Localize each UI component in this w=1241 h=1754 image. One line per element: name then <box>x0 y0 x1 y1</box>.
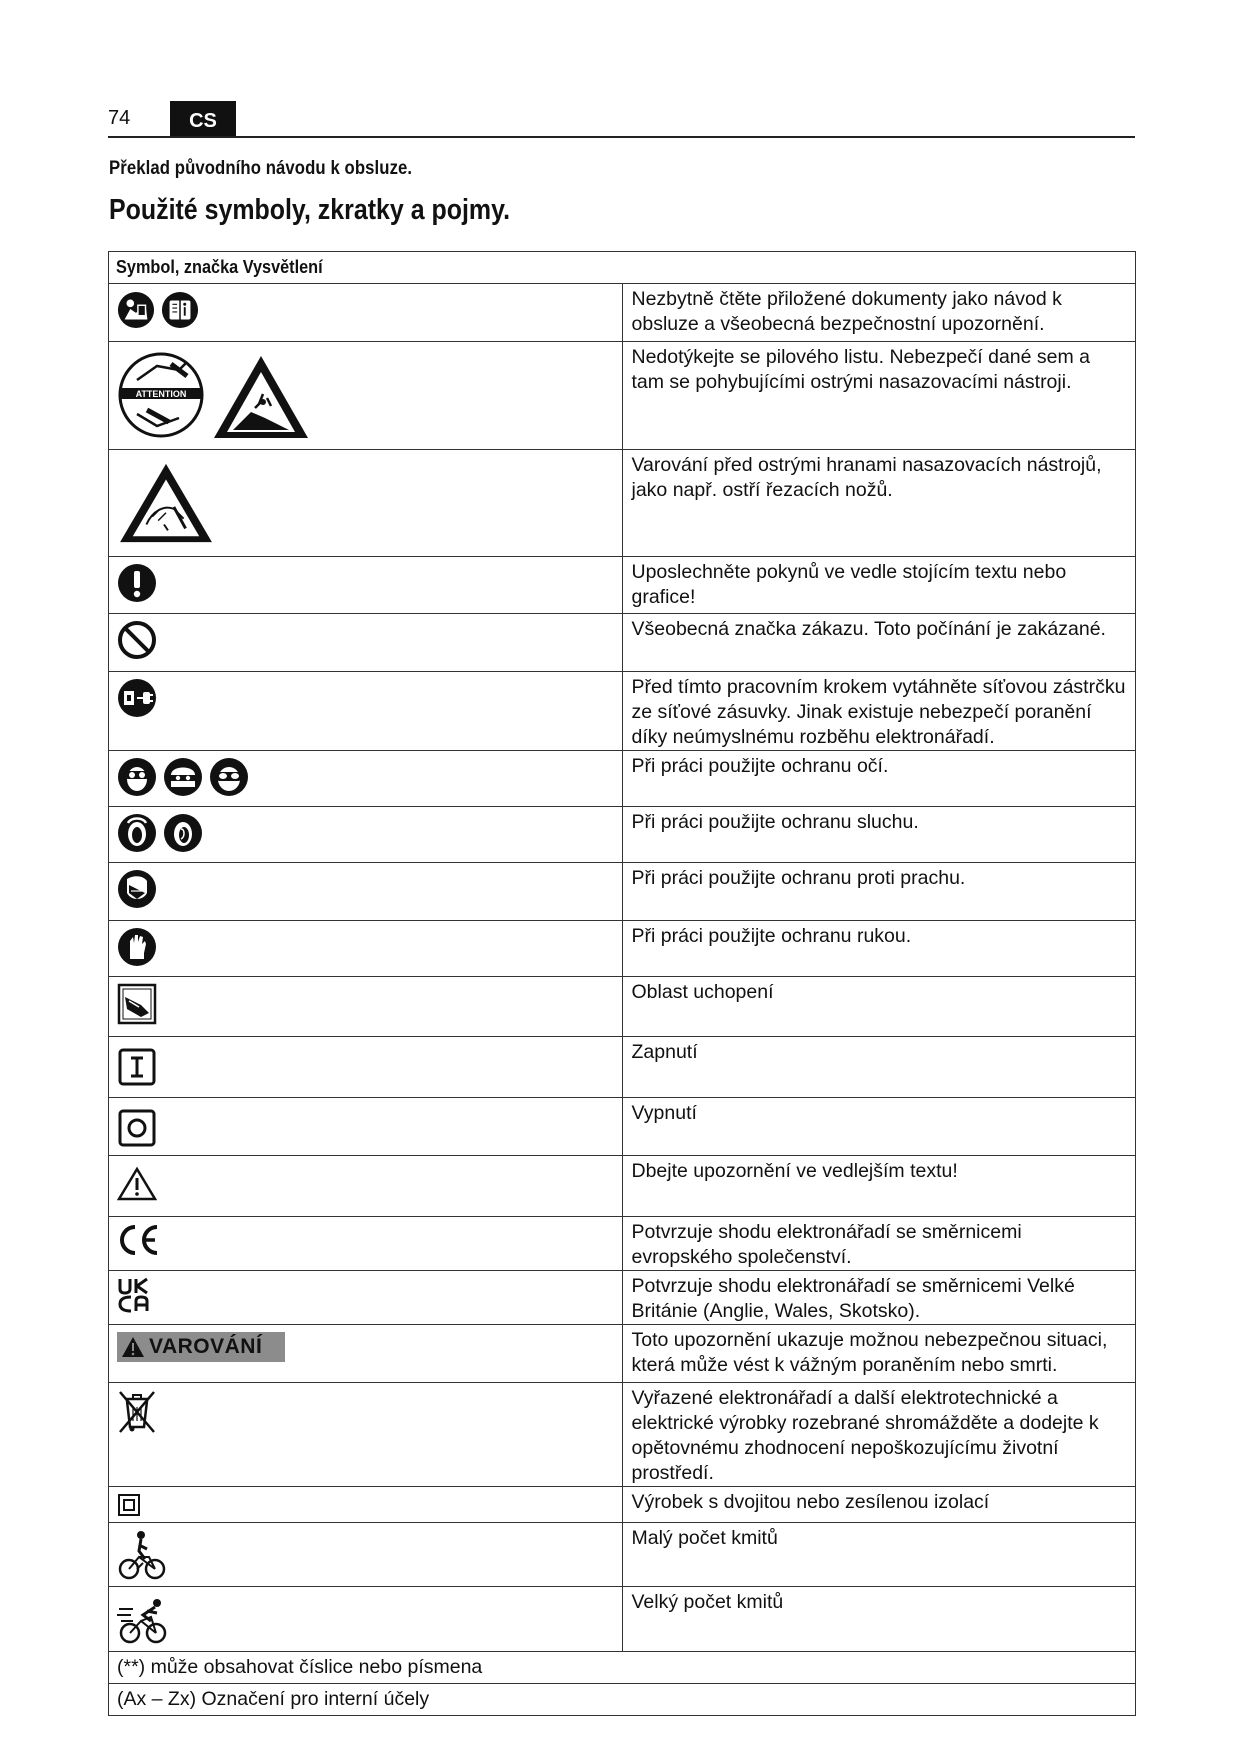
table-row <box>109 1587 1136 1652</box>
row-description: Varování před ostrými hranami nasazovacích nástrojů, jako např. ostří řezacích nožů. <box>622 450 1136 557</box>
row-description: Při práci použijte ochranu rukou. <box>622 921 1136 977</box>
table-row <box>109 751 1136 807</box>
table-footer-row <box>109 1652 1136 1684</box>
row-description: Potvrzuje shodu elektronářadí se směrnicemi evropského společenství. <box>622 1217 1136 1271</box>
table-row <box>109 1156 1136 1217</box>
gloves-icon <box>117 927 157 967</box>
row-description: Všeobecná značka zákazu. Toto počínání je zakázané. <box>622 614 1136 672</box>
dust-mask-icon <box>117 869 157 909</box>
ce-mark-icon <box>117 1223 161 1257</box>
symbols-table <box>108 251 1136 1716</box>
language-badge: CS <box>170 101 236 137</box>
row-description: Dbejte upozornění ve vedlejším textu! <box>622 1156 1136 1217</box>
row-description: Toto upozornění ukazuje možnou nebezpečnou situaci, která může vést k vážným poraněním nebo smrti. <box>622 1325 1136 1383</box>
power-on-icon <box>117 1047 157 1087</box>
ukca-mark-icon <box>117 1277 151 1313</box>
table-row <box>109 672 1136 751</box>
table-row <box>109 1037 1136 1098</box>
row-description: Vyřazené elektronářadí a další elektrotechnické a elektrické výrobky rozebrané shromážděte a dodejte k opětovnému zhodnocení nepoškozujícímu životní prostředí. <box>622 1383 1136 1487</box>
attention-blade-icon <box>117 352 205 438</box>
weee-bin-icon <box>117 1389 157 1435</box>
table-row <box>109 284 1136 342</box>
table-header-label: Symbol, značka Vysvětlení <box>116 256 323 277</box>
row-description: Před tímto pracovním krokem vytáhněte síťovou zástrčku ze síťové zásuvky. Jinak existuje nebezpečí poranění díky neúmyslnému rozběhu elektronářadí. <box>622 672 1136 751</box>
unplug-icon <box>117 678 157 718</box>
row-description: Při práci použijte ochranu sluchu. <box>622 807 1136 863</box>
svg-text:ATTENTION: ATTENTION <box>135 389 187 399</box>
table-row <box>109 921 1136 977</box>
table-header-row <box>109 252 1136 284</box>
warning-blade-triangle-icon <box>211 352 311 442</box>
table-row <box>109 807 1136 863</box>
table-row <box>109 1098 1136 1156</box>
high-vibration-icon <box>117 1595 171 1645</box>
varovani-label-icon <box>117 1332 285 1362</box>
row-description: Malý počet kmitů <box>622 1523 1136 1587</box>
table-row <box>109 1383 1136 1487</box>
ear-protection-icon <box>163 813 203 853</box>
row-description: Zapnutí <box>622 1037 1136 1098</box>
table-row <box>109 1487 1136 1523</box>
mandatory-action-icon <box>117 563 157 603</box>
row-description: Uposlechněte pokynů ve vedle stojícím textu nebo grafice! <box>622 557 1136 614</box>
ear-protection-icon <box>117 813 157 853</box>
row-description: Nedotýkejte se pilového listu. Nebezpečí dané sem a tam se pohybujícími ostrými nasazovacími nástroji. <box>622 342 1136 450</box>
page-number: 74 <box>108 107 131 129</box>
footnote-text: (**) může obsahovat číslice nebo písmena <box>117 1656 483 1678</box>
warning-sharp-edge-icon <box>117 460 215 546</box>
info-manual-icon <box>161 290 199 330</box>
table-row <box>109 557 1136 614</box>
page-title: Použité symboly, zkratky a pojmy. <box>109 194 511 226</box>
row-description: Vypnutí <box>622 1098 1136 1156</box>
goggles-icon <box>209 757 249 797</box>
row-description: Při práci použijte ochranu proti prachu. <box>622 863 1136 921</box>
header-divider <box>108 136 1135 138</box>
row-description: Potvrzuje shodu elektronářadí se směrnicemi Velké Británie (Anglie, Wales, Skotsko). <box>622 1271 1136 1325</box>
table-row <box>109 1217 1136 1271</box>
table-row <box>109 1523 1136 1587</box>
footnote-text: (Ax – Zx) Označení pro interní účely <box>117 1688 430 1710</box>
varovani-label-text: VAROVÁNÍ <box>149 1335 263 1358</box>
double-insulation-icon <box>117 1493 141 1517</box>
table-row <box>109 977 1136 1037</box>
row-description: Velký počet kmitů <box>622 1587 1136 1652</box>
row-description: Nezbytně čtěte přiložené dokumenty jako návod k obsluze a všeobecná bezpečnostní upozornění. <box>622 284 1136 342</box>
prohibition-icon <box>117 620 157 660</box>
row-description: Výrobek s dvojitou nebo zesílenou izolací <box>622 1487 1136 1523</box>
low-vibration-icon <box>117 1529 167 1581</box>
table-row <box>109 1271 1136 1325</box>
table-row <box>109 863 1136 921</box>
table-row <box>109 450 1136 557</box>
table-footer-row <box>109 1684 1136 1716</box>
warning-triangle-icon <box>117 1166 157 1202</box>
table-row <box>109 1325 1136 1383</box>
table-row <box>109 614 1136 672</box>
table-row <box>109 342 1136 450</box>
power-off-icon <box>117 1108 157 1148</box>
eye-protection-icon <box>163 757 203 797</box>
row-description: Při práci použijte ochranu očí. <box>622 751 1136 807</box>
row-description: Oblast uchopení <box>622 977 1136 1037</box>
grip-area-icon <box>117 983 157 1025</box>
read-manual-icon <box>117 290 155 330</box>
document-subtitle: Překlad původního návodu k obsluze. <box>109 158 413 179</box>
face-shield-icon <box>117 757 157 797</box>
